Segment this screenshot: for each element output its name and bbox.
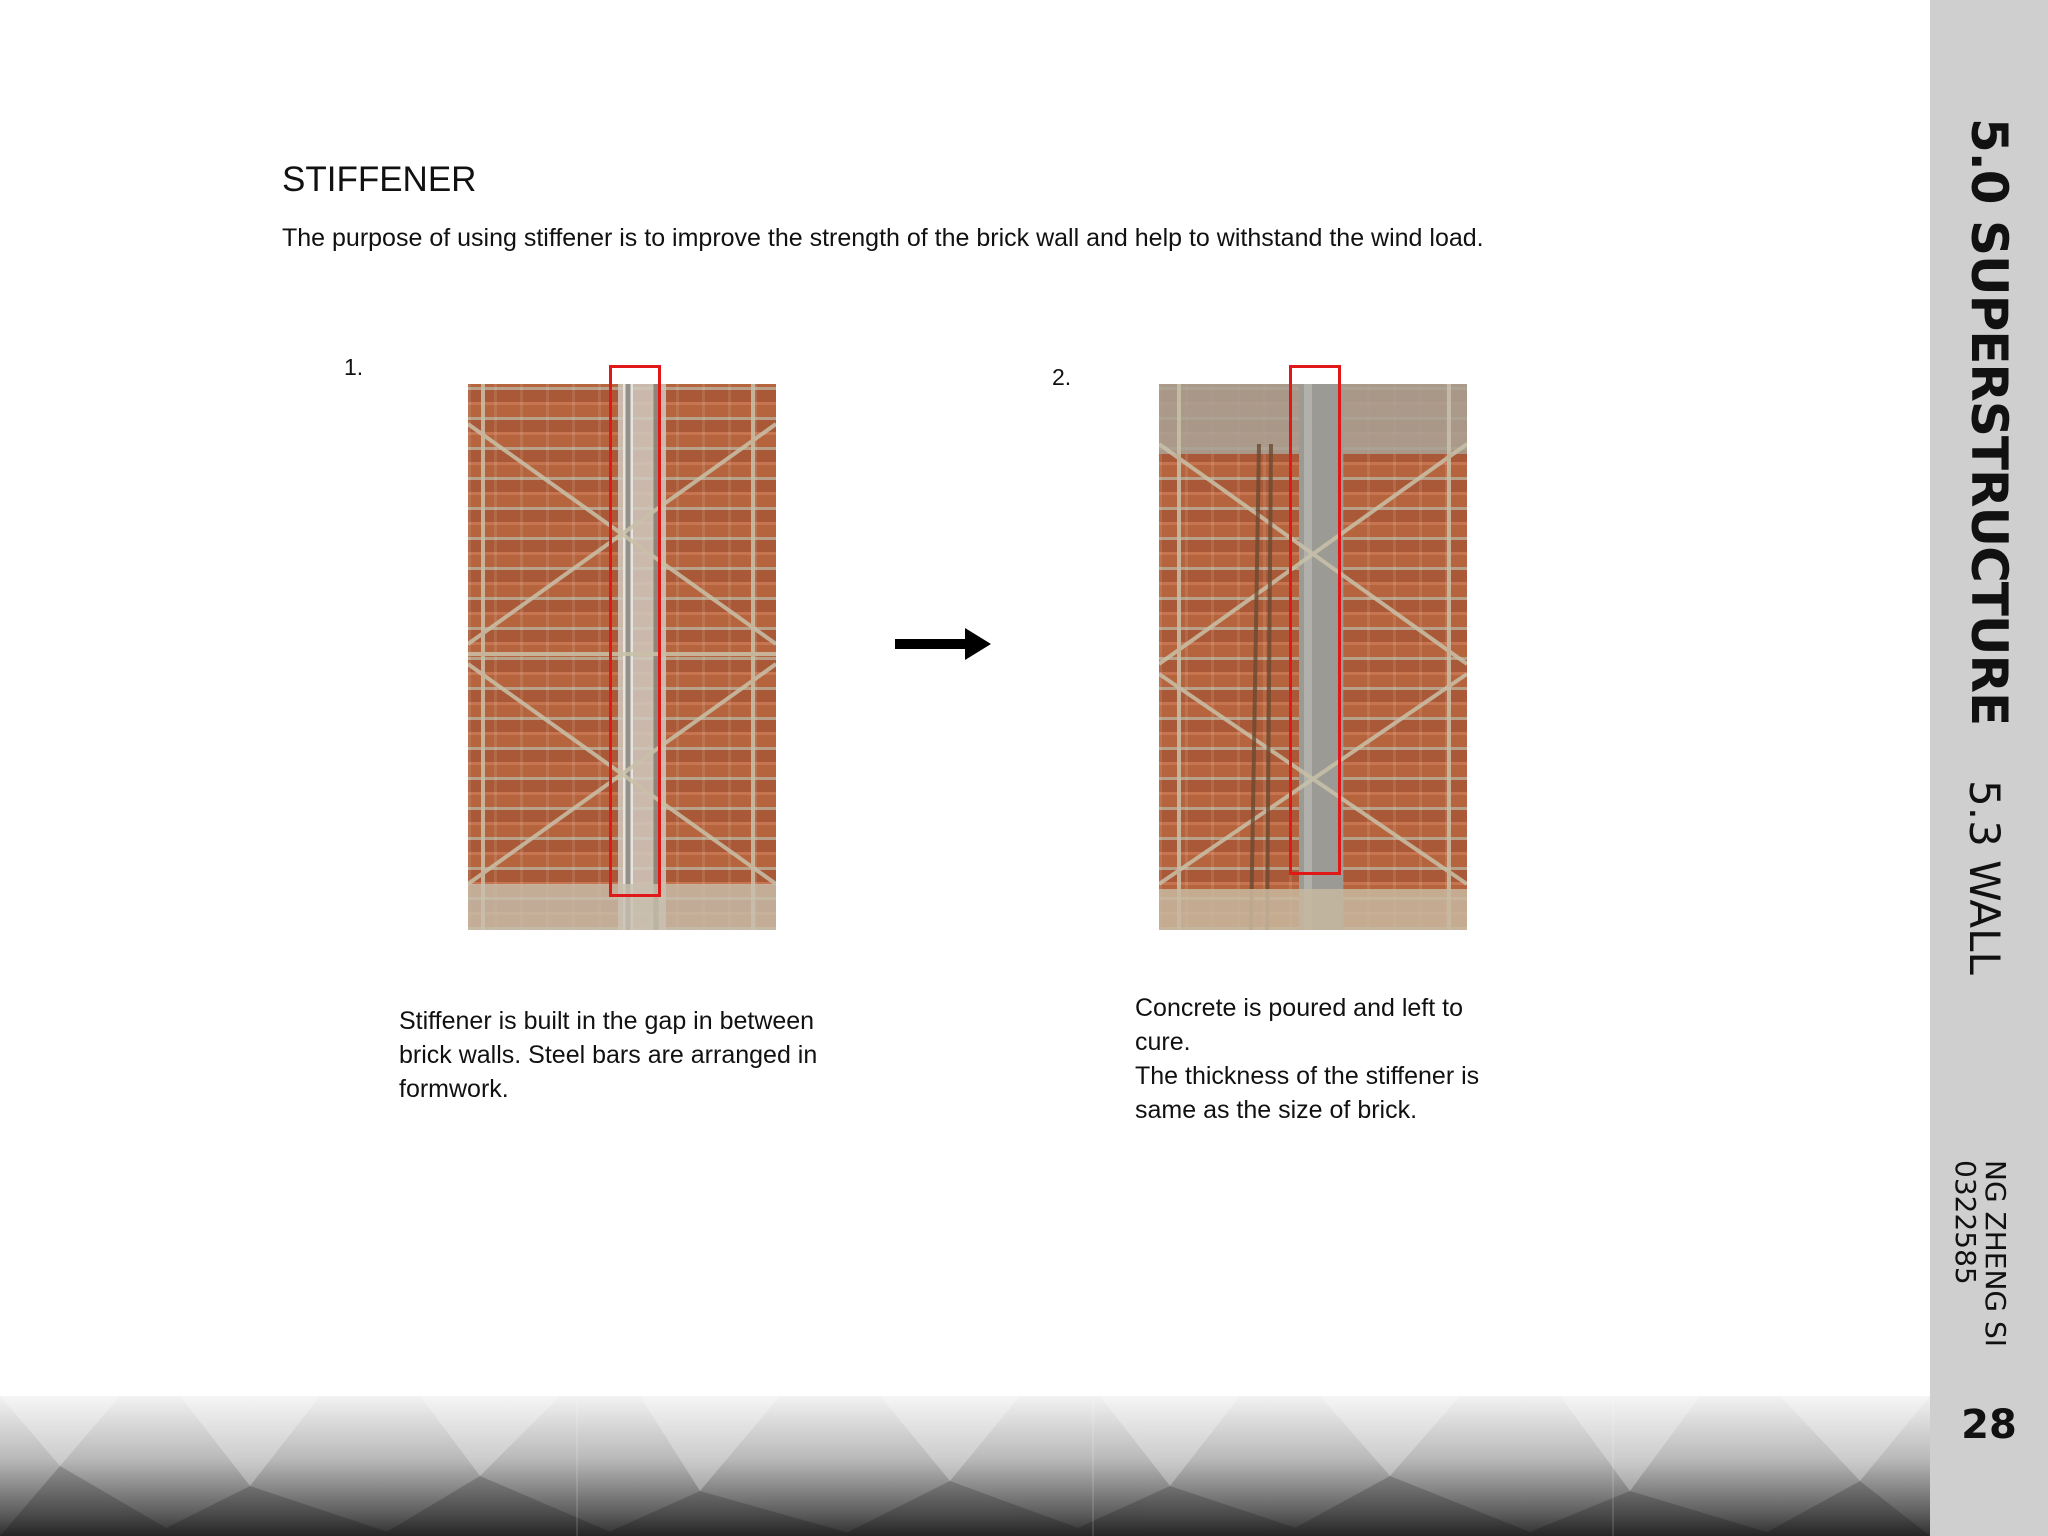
intro-text: The purpose of using stiffener is to improve the strength of the brick wall and help to withstand the wind load. (282, 224, 1484, 252)
page-number: 28 (1961, 1402, 2017, 1448)
section-title: 5.0 SUPERSTRUCTURE (1960, 118, 2018, 726)
decorative-footer (0, 1396, 1930, 1536)
low-poly-pattern (0, 1396, 1930, 1536)
step-1-highlight-box (609, 365, 661, 897)
author-block (1950, 1160, 2010, 1347)
step-1-caption (399, 1004, 839, 1106)
step-2-highlight-box (1289, 365, 1341, 875)
step-2-number: 2. (1052, 364, 1072, 390)
caption-line: Stiffener is built in the gap in between (399, 1007, 815, 1035)
caption-line: Concrete is poured and left to (1135, 994, 1463, 1022)
caption-line: cure. (1135, 1028, 1191, 1056)
subsection-title: 5.3 WALL (1960, 780, 2009, 975)
step-1-number: 1. (344, 354, 364, 380)
caption-line: same as the size of brick. (1135, 1096, 1418, 1124)
author-name: NG ZHENG SI (1979, 1160, 2012, 1348)
author-id: 0322585 (1949, 1160, 1982, 1285)
page-title: STIFFENER (282, 160, 477, 199)
arrow-right-icon (895, 628, 991, 660)
caption-line: formwork. (399, 1075, 509, 1103)
caption-line: brick walls. Steel bars are arranged in (399, 1041, 818, 1069)
caption-line: The thickness of the stiffener is (1135, 1062, 1480, 1090)
step-2-caption (1135, 991, 1575, 1127)
